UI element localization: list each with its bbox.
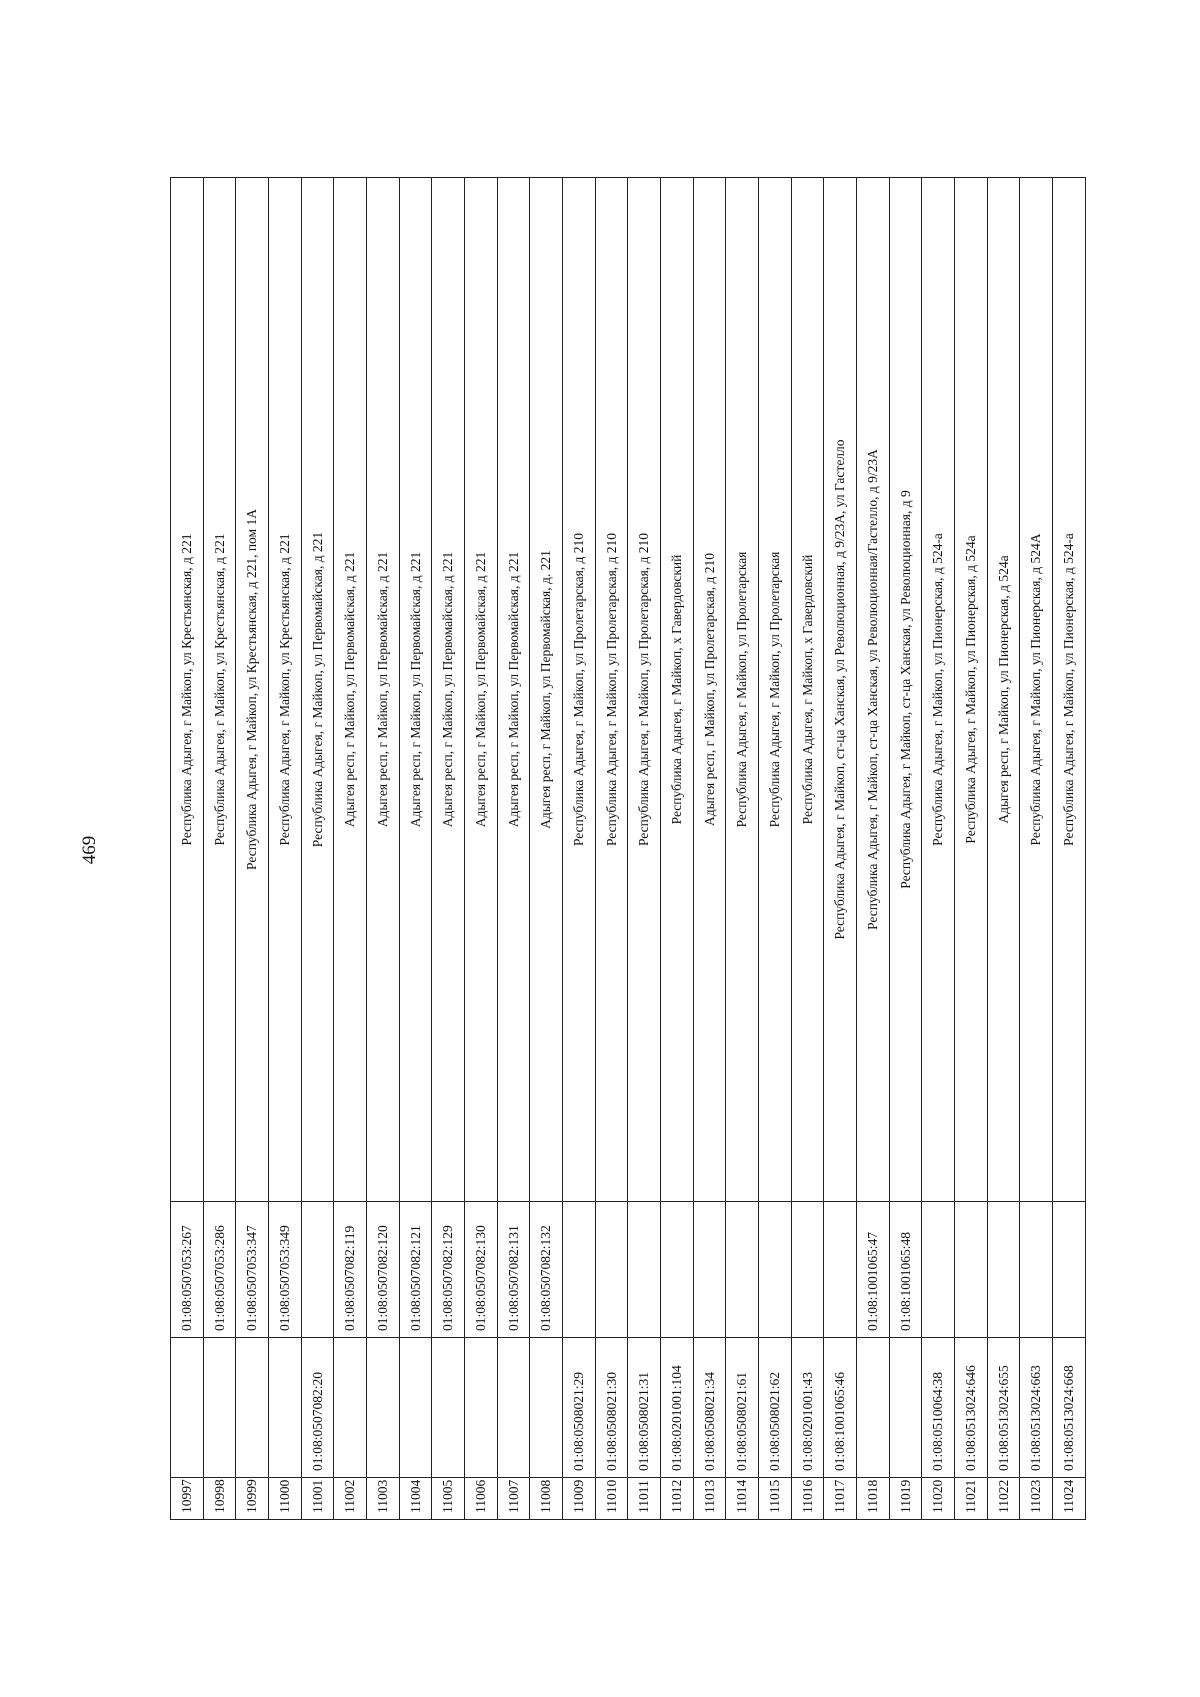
address-cell: Адыгея респ, г Майкоп, ул Первомайская, д 221 (334, 178, 367, 1202)
table-row (791, 178, 824, 1520)
address-cell: Республика Адыгея, г Майкоп, ул Пролетарская, д 210 (563, 178, 596, 1202)
building-cadastral-number-cell: 01:08:1001065:47 (857, 1202, 890, 1338)
address-cell: Республика Адыгея, г Майкоп, ул Первомайская, д 221 (301, 178, 334, 1202)
row-number-cell: 11010 (595, 1478, 628, 1520)
building-cadastral-number-cell (661, 1202, 694, 1338)
building-cadastral-number-cell (824, 1202, 857, 1338)
building-cadastral-number-cell (301, 1202, 334, 1338)
table-row (465, 178, 498, 1520)
row-number-cell: 11016 (791, 1478, 824, 1520)
registry-table-body (171, 178, 1086, 1520)
table-row (301, 178, 334, 1520)
table-row (824, 178, 857, 1520)
building-cadastral-number-cell: 01:08:0507053:347 (236, 1202, 269, 1338)
row-number-cell: 11002 (334, 1478, 367, 1520)
land-cadastral-number-cell: 01:08:0201001:43 (791, 1338, 824, 1478)
land-cadastral-number-cell (889, 1338, 922, 1478)
table-row (955, 178, 988, 1520)
building-cadastral-number-cell (759, 1202, 792, 1338)
building-cadastral-number-cell (987, 1202, 1020, 1338)
building-cadastral-number-cell: 01:08:0507053:349 (269, 1202, 302, 1338)
row-number-cell: 11005 (432, 1478, 465, 1520)
building-cadastral-number-cell (1053, 1202, 1086, 1338)
land-cadastral-number-cell (367, 1338, 400, 1478)
row-number-cell: 11021 (955, 1478, 988, 1520)
address-cell: Республика Адыгея, г Майкоп, ул Пролетарская, д 210 (628, 178, 661, 1202)
address-cell: Республика Адыгея, г Майкоп, х Гавердовский (791, 178, 824, 1202)
land-cadastral-number-cell: 01:08:0507082:20 (301, 1338, 334, 1478)
land-cadastral-number-cell (857, 1338, 890, 1478)
building-cadastral-number-cell (922, 1202, 955, 1338)
building-cadastral-number-cell (563, 1202, 596, 1338)
page-number (70, 830, 110, 870)
table-row (1020, 178, 1053, 1520)
table-row (693, 178, 726, 1520)
table-row (595, 178, 628, 1520)
table-row (432, 178, 465, 1520)
table-row (530, 178, 563, 1520)
address-cell: Адыгея респ, г Майкоп, ул Первомайская, д 221 (497, 178, 530, 1202)
table-row (269, 178, 302, 1520)
table-row (726, 178, 759, 1520)
building-cadastral-number-cell: 01:08:0507082:121 (399, 1202, 432, 1338)
land-cadastral-number-cell: 01:08:0510064:38 (922, 1338, 955, 1478)
land-cadastral-number-cell: 01:08:0201001:104 (661, 1338, 694, 1478)
address-cell: Республика Адыгея, г Майкоп, ул Пролетарская (759, 178, 792, 1202)
row-number-cell: 11007 (497, 1478, 530, 1520)
land-cadastral-number-cell: 01:08:0513024:668 (1053, 1338, 1086, 1478)
land-cadastral-number-cell (334, 1338, 367, 1478)
building-cadastral-number-cell: 01:08:0507082:119 (334, 1202, 367, 1338)
address-cell: Адыгея респ, г Майкоп, ул Первомайская, д 221 (432, 178, 465, 1202)
building-cadastral-number-cell: 01:08:0507082:132 (530, 1202, 563, 1338)
land-cadastral-number-cell: 01:08:0508021:29 (563, 1338, 596, 1478)
building-cadastral-number-cell: 01:08:0507053:267 (171, 1202, 204, 1338)
building-cadastral-number-cell (791, 1202, 824, 1338)
row-number-cell: 11017 (824, 1478, 857, 1520)
page-number-text: 469 (79, 835, 100, 865)
address-cell: Республика Адыгея, г Майкоп, ул Пролетарская (726, 178, 759, 1202)
land-cadastral-number-cell (236, 1338, 269, 1478)
building-cadastral-number-cell (628, 1202, 661, 1338)
building-cadastral-number-cell: 01:08:0507082:129 (432, 1202, 465, 1338)
registry-table (170, 177, 1086, 1520)
address-cell: Адыгея респ, г Майкоп, ул Пионерская, д 524а (987, 178, 1020, 1202)
land-cadastral-number-cell (497, 1338, 530, 1478)
table-row (497, 178, 530, 1520)
address-cell: Республика Адыгея, г Майкоп, ст-ца Ханская, ул Революционная/Гастелло, д 9/23А (857, 178, 890, 1202)
table-row (171, 178, 204, 1520)
row-number-cell: 10999 (236, 1478, 269, 1520)
address-cell: Республика Адыгея, г Майкоп, ул Пионерская, д 524а (955, 178, 988, 1202)
land-cadastral-number-cell: 01:08:0513024:646 (955, 1338, 988, 1478)
row-number-cell: 11008 (530, 1478, 563, 1520)
land-cadastral-number-cell (432, 1338, 465, 1478)
land-cadastral-number-cell (269, 1338, 302, 1478)
address-cell: Адыгея респ, г Майкоп, ул Первомайская, д 221 (367, 178, 400, 1202)
address-cell: Республика Адыгея, г Майкоп, ул Крестьянская, д 221 (269, 178, 302, 1202)
land-cadastral-number-cell: 01:08:0508021:30 (595, 1338, 628, 1478)
table-row (367, 178, 400, 1520)
address-cell: Адыгея респ, г Майкоп, ул Первомайская, д. 221 (530, 178, 563, 1202)
land-cadastral-number-cell (530, 1338, 563, 1478)
land-cadastral-number-cell (171, 1338, 204, 1478)
table-row (759, 178, 792, 1520)
building-cadastral-number-cell: 01:08:1001065:48 (889, 1202, 922, 1338)
table-row (889, 178, 922, 1520)
address-cell: Республика Адыгея, г Майкоп, ул Крестьянская, д 221 (171, 178, 204, 1202)
land-cadastral-number-cell: 01:08:0513024:655 (987, 1338, 1020, 1478)
land-cadastral-number-cell: 01:08:1001065:46 (824, 1338, 857, 1478)
row-number-cell: 11013 (693, 1478, 726, 1520)
row-number-cell: 11018 (857, 1478, 890, 1520)
land-cadastral-number-cell (465, 1338, 498, 1478)
table-row (628, 178, 661, 1520)
row-number-cell: 11020 (922, 1478, 955, 1520)
building-cadastral-number-cell (955, 1202, 988, 1338)
building-cadastral-number-cell (693, 1202, 726, 1338)
building-cadastral-number-cell (726, 1202, 759, 1338)
address-cell: Республика Адыгея, г Майкоп, ст-ца Ханская, ул Революционная, д 9/23А, ул Гастелло (824, 178, 857, 1202)
address-cell: Республика Адыгея, г Майкоп, ул Крестьянская, д 221 (203, 178, 236, 1202)
row-number-cell: 11015 (759, 1478, 792, 1520)
address-cell: Республика Адыгея, г Майкоп, ул Пионерская, д 524-а (1053, 178, 1086, 1202)
address-cell: Адыгея респ, г Майкоп, ул Первомайская, д 221 (399, 178, 432, 1202)
address-cell: Республика Адыгея, г Майкоп, ул Пионерская, д 524А (1020, 178, 1053, 1202)
address-cell: Республика Адыгея, г Майкоп, ул Пролетарская, д 210 (595, 178, 628, 1202)
table-row (857, 178, 890, 1520)
address-cell: Республика Адыгея, г Майкоп, х Гавердовский (661, 178, 694, 1202)
table-row (563, 178, 596, 1520)
row-number-cell: 11001 (301, 1478, 334, 1520)
building-cadastral-number-cell: 01:08:0507082:120 (367, 1202, 400, 1338)
table-row (922, 178, 955, 1520)
table-row (334, 178, 367, 1520)
row-number-cell: 11004 (399, 1478, 432, 1520)
land-cadastral-number-cell: 01:08:0508021:34 (693, 1338, 726, 1478)
registry-table-container (170, 178, 1086, 1520)
building-cadastral-number-cell (1020, 1202, 1053, 1338)
table-row (661, 178, 694, 1520)
row-number-cell: 11006 (465, 1478, 498, 1520)
row-number-cell: 11012 (661, 1478, 694, 1520)
row-number-cell: 11003 (367, 1478, 400, 1520)
row-number-cell: 11011 (628, 1478, 661, 1520)
row-number-cell: 10997 (171, 1478, 204, 1520)
address-cell: Республика Адыгея, г Майкоп, ст-ца Ханская, ул Революционная, д 9 (889, 178, 922, 1202)
table-row (399, 178, 432, 1520)
land-cadastral-number-cell: 01:08:0513024:663 (1020, 1338, 1053, 1478)
row-number-cell: 11022 (987, 1478, 1020, 1520)
row-number-cell: 11019 (889, 1478, 922, 1520)
land-cadastral-number-cell (203, 1338, 236, 1478)
address-cell: Республика Адыгея, г Майкоп, ул Пионерская, д 524-а (922, 178, 955, 1202)
row-number-cell: 11024 (1053, 1478, 1086, 1520)
table-row (987, 178, 1020, 1520)
table-row (203, 178, 236, 1520)
address-cell: Республика Адыгея, г Майкоп, ул Крестьянская, д 221, пом 1А (236, 178, 269, 1202)
row-number-cell: 11023 (1020, 1478, 1053, 1520)
land-cadastral-number-cell (399, 1338, 432, 1478)
row-number-cell: 11014 (726, 1478, 759, 1520)
building-cadastral-number-cell: 01:08:0507082:130 (465, 1202, 498, 1338)
address-cell: Адыгея респ, г Майкоп, ул Первомайская, д 221 (465, 178, 498, 1202)
table-row (236, 178, 269, 1520)
address-cell: Адыгея респ, г Майкоп, ул Пролетарская, д 210 (693, 178, 726, 1202)
building-cadastral-number-cell: 01:08:0507082:131 (497, 1202, 530, 1338)
row-number-cell: 10998 (203, 1478, 236, 1520)
land-cadastral-number-cell: 01:08:0508021:62 (759, 1338, 792, 1478)
land-cadastral-number-cell: 01:08:0508021:61 (726, 1338, 759, 1478)
table-row (1053, 178, 1086, 1520)
building-cadastral-number-cell (595, 1202, 628, 1338)
building-cadastral-number-cell: 01:08:0507053:286 (203, 1202, 236, 1338)
land-cadastral-number-cell: 01:08:0508021:31 (628, 1338, 661, 1478)
row-number-cell: 11000 (269, 1478, 302, 1520)
row-number-cell: 11009 (563, 1478, 596, 1520)
